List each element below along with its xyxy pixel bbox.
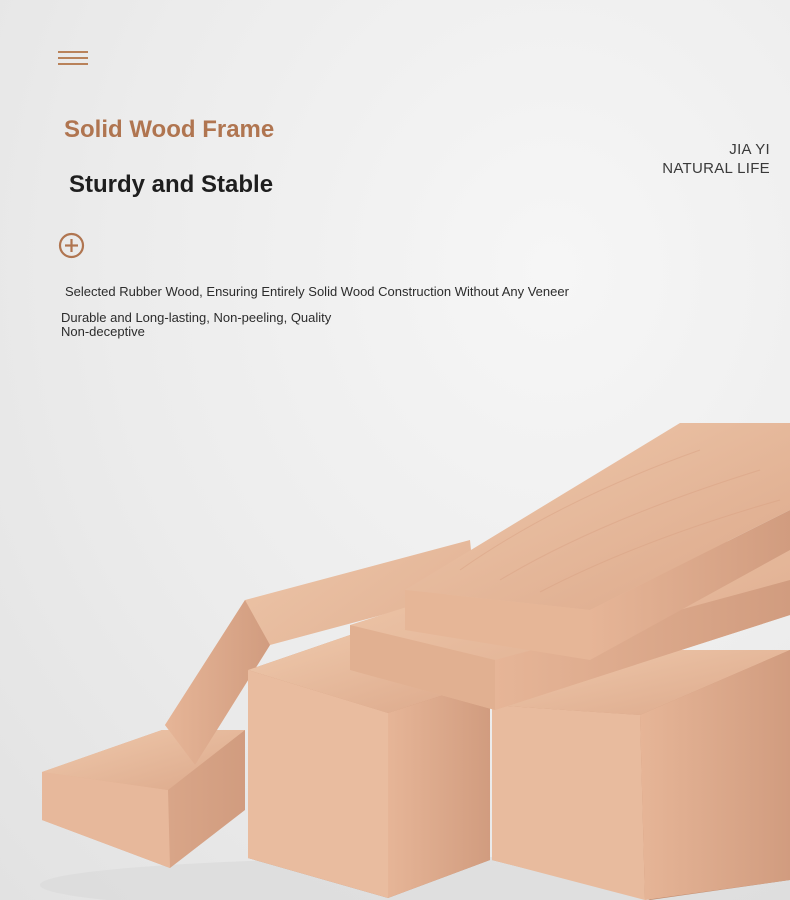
description-line-2: Durable and Long-lasting, Non-peeling, Quality Non-deceptive xyxy=(61,310,332,339)
page-title: Solid Wood Frame xyxy=(64,116,275,143)
brand-mark xyxy=(662,140,770,178)
brand-line-2: NATURAL LIFE xyxy=(662,160,770,177)
plus-circle-icon[interactable] xyxy=(58,232,85,259)
page-subtitle: Sturdy and Stable xyxy=(69,171,274,198)
description-line-1: Selected Rubber Wood, Ensuring Entirely Solid Wood Construction Without Any Veneer xyxy=(65,284,569,299)
brand-line-1: JIA YI xyxy=(729,141,770,158)
hamburger-menu-icon[interactable] xyxy=(58,51,88,67)
wood-blocks-image xyxy=(0,380,790,900)
